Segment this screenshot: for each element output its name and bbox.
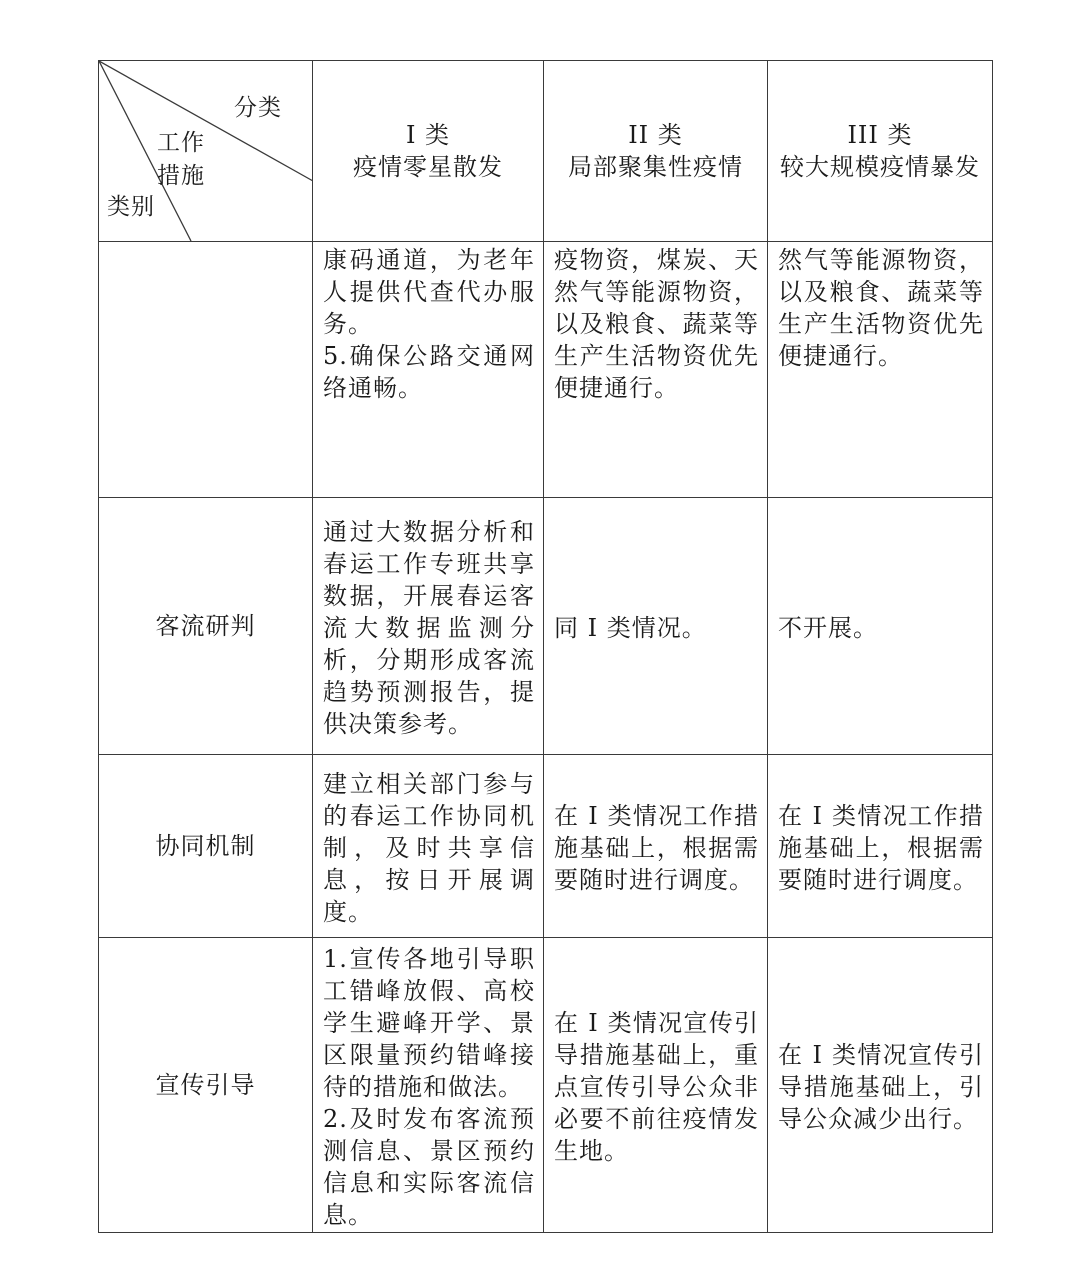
type-label: 类别 [107, 194, 155, 220]
table-cell [768, 242, 993, 498]
column-desc: 局部聚集性疫情 [568, 153, 743, 181]
measure-label: 工作措施 [157, 130, 205, 189]
table-row [99, 755, 993, 938]
cell-text: 在 I 类情况工作措施基础上，根据需要随时进行调度。 [554, 802, 759, 894]
column-class: II 类 [628, 121, 683, 149]
column-header-1 [313, 61, 544, 242]
cell-text: 疫物资，煤炭、天然气等能源物资，以及粮食、蔬菜等生产生活物资优先便捷通行。 [554, 246, 759, 402]
row-label: 客流研判 [99, 498, 313, 755]
table-row [99, 242, 993, 498]
column-desc: 较大规模疫情暴发 [780, 153, 980, 181]
category-label: 分类 [234, 95, 282, 121]
measures-table [98, 60, 993, 1233]
table-cell [544, 242, 768, 498]
cell-text: 通过大数据分析和春运工作专班共享数据，开展春运客流大数据监测分析，分期形成客流趋势预测报告，提供决策参考。 [323, 518, 535, 738]
column-header-3 [768, 61, 993, 242]
row-label: 协同机制 [99, 755, 313, 938]
cell-text: 在 I 类情况宣传引导措施基础上，重点宣传引导公众非必要不前往疫情发生地。 [554, 1009, 759, 1165]
cell-text: 不开展。 [778, 614, 878, 642]
table-cell [313, 938, 544, 1233]
corner-header-cell [99, 61, 313, 242]
cell-text: 在 I 类情况宣传引导措施基础上，引导公众减少出行。 [778, 1041, 984, 1133]
table-row [99, 938, 993, 1233]
cell-text: 康码通道，为老年人提供代查代办服务。 5.确保公路交通网络通畅。 [323, 246, 535, 402]
table-cell [544, 938, 768, 1233]
cell-text: 在 I 类情况工作措施基础上，根据需要随时进行调度。 [778, 802, 984, 894]
column-header-2 [544, 61, 768, 242]
row-label [99, 242, 313, 498]
table-cell [313, 242, 544, 498]
table-cell [768, 938, 993, 1233]
table-cell [313, 755, 544, 938]
row-label: 宣传引导 [99, 938, 313, 1233]
column-class: III 类 [847, 121, 913, 149]
table-cell [544, 755, 768, 938]
table-cell [544, 498, 768, 755]
cell-text: 然气等能源物资，以及粮食、蔬菜等生产生活物资优先便捷通行。 [778, 246, 984, 370]
cell-text: 建立相关部门参与的春运工作协同机制，及时共享信息，按日开展调度。 [323, 770, 535, 926]
table-cell [313, 498, 544, 755]
table-cell [768, 498, 993, 755]
column-class: I 类 [405, 121, 451, 149]
table-cell [768, 755, 993, 938]
column-desc: 疫情零星散发 [353, 153, 503, 181]
cell-text: 1.宣传各地引导职工错峰放假、高校学生避峰开学、景区限量预约错峰接待的措施和做法。 2.及时发布客流预测信息、景区预约信息和实际客流信息。 [323, 945, 535, 1229]
header-row [99, 61, 993, 242]
cell-text: 同 I 类情况。 [554, 614, 707, 642]
table-row [99, 498, 993, 755]
